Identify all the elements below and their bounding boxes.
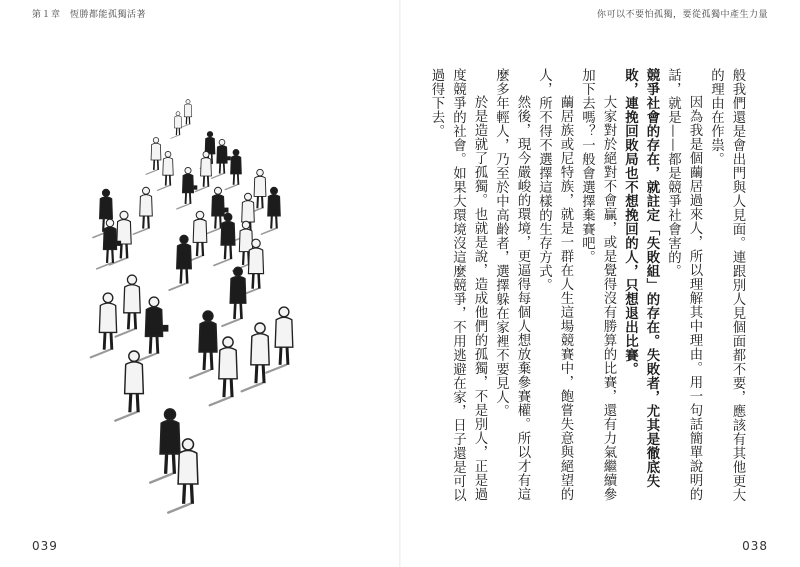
crowd-figures	[91, 100, 293, 513]
page-number-left: 039	[32, 539, 58, 553]
person-figure	[169, 235, 191, 290]
person-figure	[214, 213, 235, 265]
person-figure	[195, 151, 211, 191]
person-figure	[137, 297, 169, 361]
person-figure	[177, 167, 197, 209]
paragraph-7: 於是造就了孤獨。也就是說，造成他們的孤獨，不是別人，正是過度競爭的社會。如果大環境沒這麼競爭，不用逃避在家，日子還是可以過得下去。	[429, 68, 487, 502]
person-figure	[150, 409, 180, 483]
person-figure	[222, 267, 246, 326]
running-header-left: 第１章 恆勝都能孤獨活著	[32, 10, 147, 20]
body-text	[429, 68, 748, 508]
paragraph-1: 般我們還是會出門與人見面。連跟別人見個面都不要，應該有其他更大的理由在作祟。	[708, 68, 745, 502]
crowd-illustration	[88, 90, 318, 490]
person-figure	[171, 112, 182, 139]
person-figure	[242, 323, 270, 391]
paragraph-4: 大家對於絕對不會贏，或是覺得沒有勝算的比賽，還有力氣繼續參加下去嗎？一般會選擇棄賽吧。	[579, 68, 616, 501]
page-number-right: 038	[742, 539, 768, 553]
running-header-right: 你可以不要怕孤獨，要從孤獨中產生力量	[596, 10, 768, 20]
paragraph-5: 繭居族或尼特族，就是一群在人生這場競賽中，飽嘗失意與絕望的人，所不得不選擇這樣的生存方式。	[536, 68, 573, 501]
person-figure	[225, 149, 241, 189]
person-figure	[91, 293, 117, 357]
person-figure	[180, 100, 191, 128]
person-figure	[266, 307, 292, 373]
paragraph-6: 然後，現今嚴峻的環境，更逼得每個人想放棄參賽權。所以才有這麼多年輕人，乃至於中高齡者，選擇躲在家裡不要見人。	[493, 68, 530, 501]
paragraph-2: 因為我是個繭居過來人，所以理解其中理由。用一句話簡單說明的話，就是——都是競爭社會害的。	[665, 68, 702, 501]
paragraph-3-emphasis: 競爭社會的存在，就註定「失敗組」的存在。失敗者，尤其是徹底失敗，連挽回敗局也不想挽回的人，只想退出比賽。	[622, 68, 660, 488]
book-gutter	[399, 0, 401, 567]
person-figure	[190, 311, 217, 378]
person-figure	[133, 187, 152, 234]
person-figure	[115, 275, 140, 337]
person-figure	[146, 137, 161, 174]
